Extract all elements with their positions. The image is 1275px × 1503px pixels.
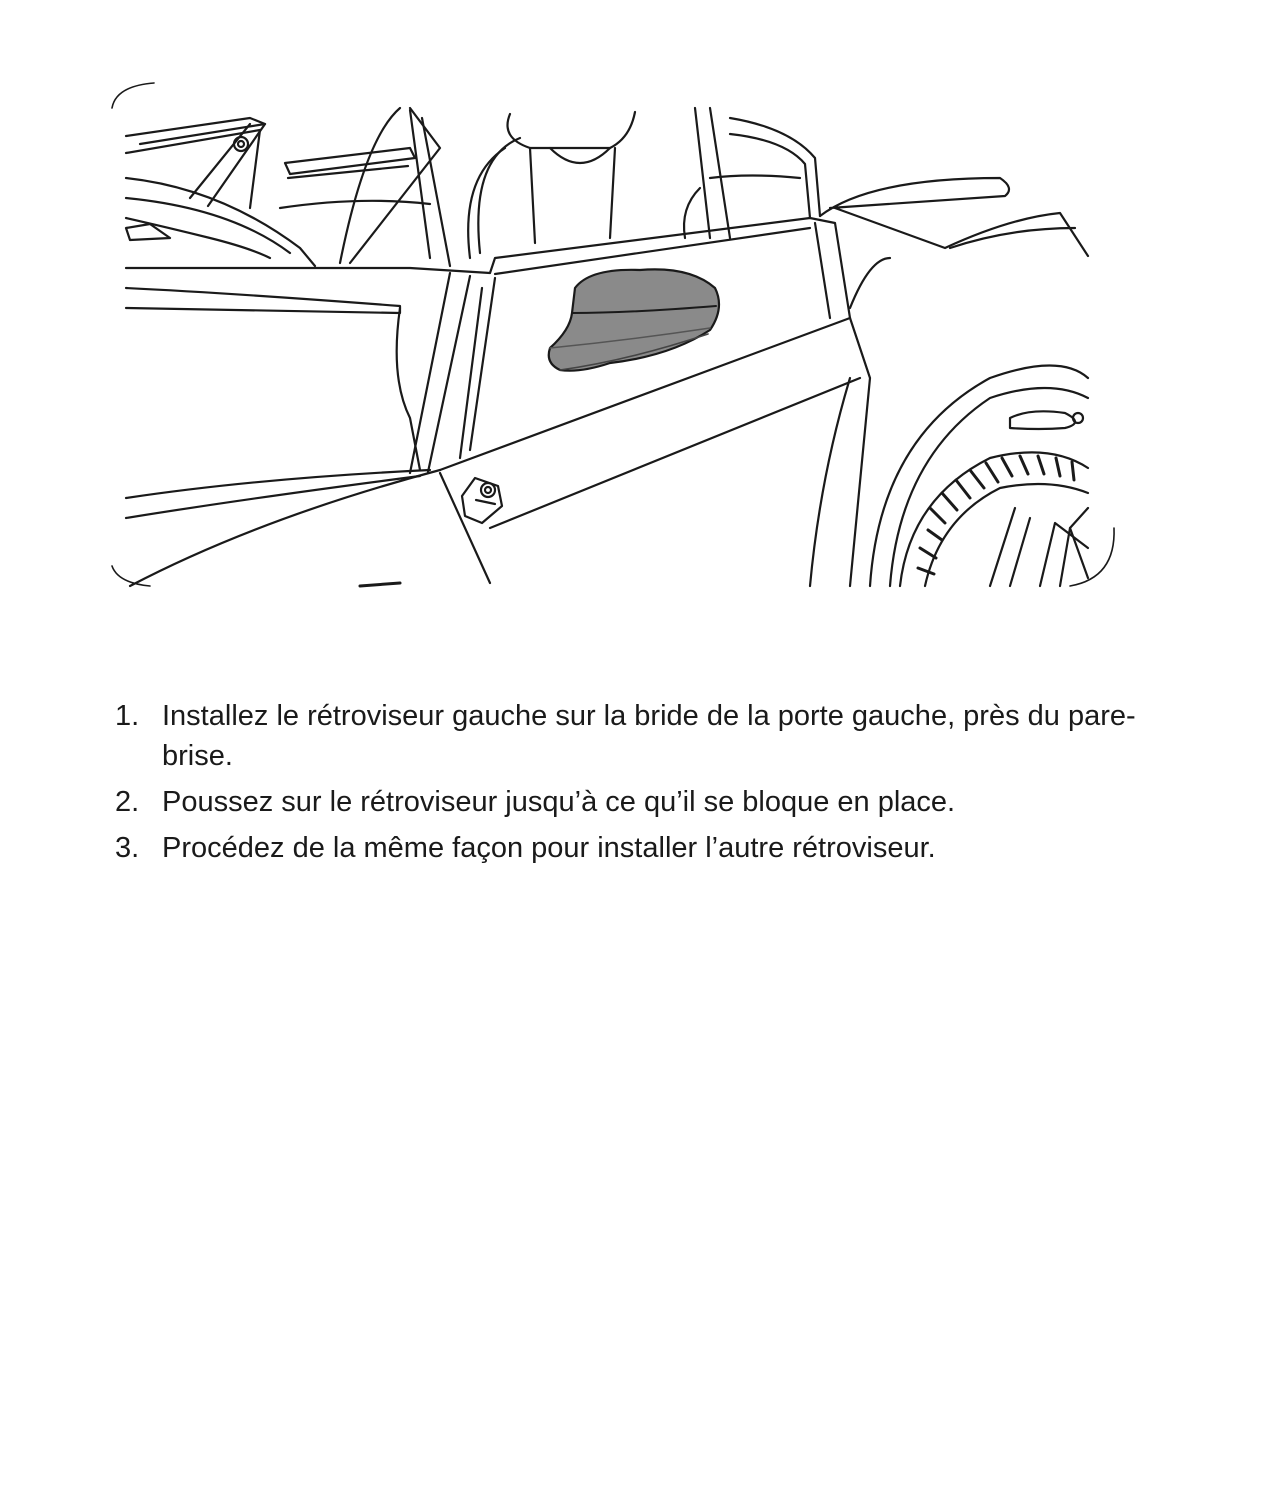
- car-mirror-illustration: [110, 78, 1120, 590]
- frame-corner-top-left: [112, 83, 154, 108]
- step-item: [112, 696, 1172, 776]
- step-text: Procédez de la même façon pour installer l’autre rétroviseur.: [162, 832, 936, 864]
- door-b-pillar: [410, 273, 495, 473]
- step-item: [112, 782, 1172, 822]
- instruction-steps: [112, 696, 1172, 874]
- door-latch: [462, 478, 502, 523]
- step-number: 3.: [115, 832, 140, 864]
- seat-outline: [468, 112, 635, 258]
- a-pillar: [340, 108, 450, 266]
- step-text: Installez le rétroviseur gauche sur la bride de la porte gauche, près du pare-brise.: [162, 700, 1136, 772]
- step-item: [112, 828, 1172, 868]
- rear-roll-bar: [684, 108, 1088, 318]
- step-number: 2.: [115, 786, 140, 818]
- rear-wheel: [900, 452, 1088, 586]
- rear-fender: [870, 366, 1088, 587]
- frame-corner-bottom-left: [112, 566, 150, 586]
- step-text: Poussez sur le rétroviseur jusqu’à ce qu’il se bloque en place.: [162, 786, 956, 818]
- dashboard-area: [126, 148, 430, 266]
- ground-line: [360, 583, 400, 586]
- front-windshield-frame: [126, 118, 265, 208]
- frame-corner-bottom-right: [1070, 528, 1114, 586]
- side-mirror: [549, 269, 719, 370]
- step-number: 1.: [115, 700, 140, 732]
- front-body-panel: [126, 308, 440, 586]
